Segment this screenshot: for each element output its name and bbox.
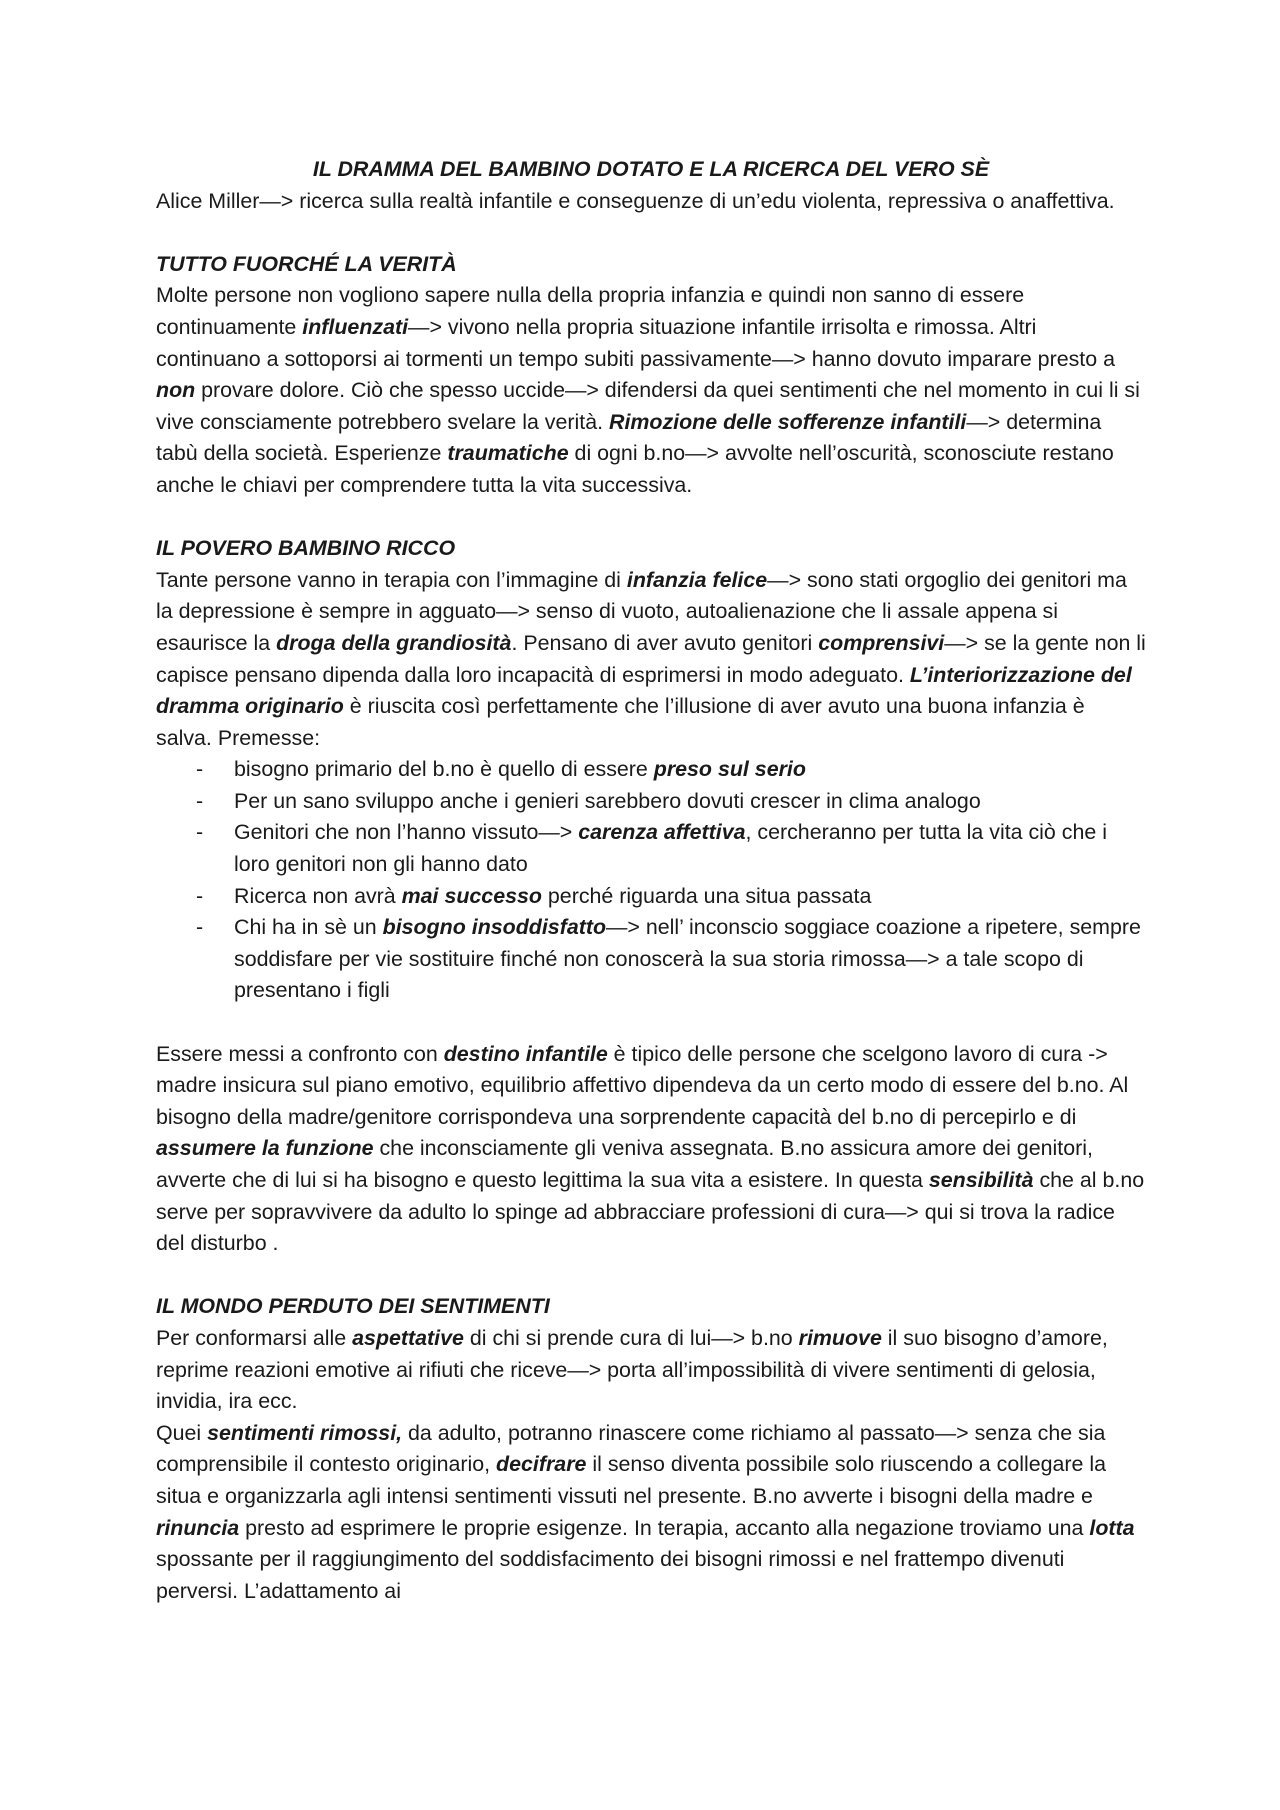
emphasis: bisogno insoddisfatto [382,915,607,940]
list-item: - Per un sano sviluppo anche i genieri sarebbero dovuti crescer in clima analogo [156,786,1146,818]
emphasis: rimuove [798,1325,882,1350]
section-heading-il-povero-bambino-ricco: IL POVERO BAMBINO RICCO [156,536,456,561]
emphasis: non [156,378,196,403]
section-2-paragraph: Tante persone vanno in terapia con l’immagine di infanzia felice—> sono stati orgoglio dei genitori ma la depressione è sempre in agguato—> senso di vuoto, autoalienazione che li assale appena si esaurisce la droga della grandiosità. Pensano di aver avuto genitori comprensivi—> se la gente non li capisce pensano dipenda dalla loro incapacità di esprimersi in modo adeguato. L’interiorizzazione del dramma originario è riuscita così perfettamente che l’illusione di aver avuto una buona infanzia è salva. Premesse: [156,567,1146,750]
emphasis: preso sul serio [653,757,806,782]
emphasis: L’interiorizzazione del dramma originario [156,662,1132,719]
emphasis: comprensivi [818,630,945,655]
list-item: - Ricerca non avrà mai successo perché riguarda una situa passata [156,881,1146,913]
emphasis: aspettative [352,1325,464,1350]
intro-paragraph: Alice Miller—> ricerca sulla realtà infantile e conseguenze di un’edu violenta, repressiva o anaffettiva. [156,188,1115,213]
list-item: - bisogno primario del b.no è quello di essere preso sul serio [156,754,1146,786]
list-item: - Chi ha in sè un bisogno insoddisfatto—> nell’ inconscio soggiace coazione a ripetere, sempre soddisfare per vie sostituire finché non conoscerà la sua storia rimossa—> a tale scopo di presentano i figli [156,912,1146,1007]
section-1-paragraph: Molte persone non vogliono sapere nulla della propria infanzia e quindi non sanno di essere continuamente influenzati—> vivono nella propria situazione infantile irrisolta e rimossa. Altri continuano a sottoporsi ai tormenti un tempo subiti passivamente—> hanno dovuto imparare presto a non provare dolore. Ciò che spesso uccide—> difendersi da quei sentimenti che nel momento in cui li si vive consciamente potrebbero svelare la verità. Rimozione delle sofferenze infantili—> determina tabù della società. Esperienze traumatiche di ogni b.no—> avvolte nell’oscurità, sconosciute restano anche le chiavi per comprendere tutta la vita successiva. [156,283,1140,497]
section-heading-il-mondo-perduto-dei-sentimenti: IL MONDO PERDUTO DEI SENTIMENTI [156,1294,550,1319]
emphasis: Rimozione delle sofferenze infantili [609,409,967,434]
emphasis: decifrare [496,1452,587,1477]
emphasis: influenzati [302,314,409,339]
premesse-list [156,754,1146,1007]
list-item: - Genitori che non l’hanno vissuto—> carenza affettiva, cercheranno per tutta la vita ciò che i loro genitori non gli hanno dato [156,817,1146,880]
emphasis: lotta [1089,1515,1135,1540]
document-body [156,154,1146,1607]
document-title: IL DRAMMA DEL BAMBINO DOTATO E LA RICERCA DEL VERO SÈ [312,157,990,181]
emphasis: infanzia felice [626,567,768,592]
emphasis: carenza affettiva [578,820,746,845]
section-3-paragraph: Per conformarsi alle aspettative di chi si prende cura di lui—> b.no rimuove il suo bisogno d’amore, reprime reazioni emotive ai rifiuti che riceve—> porta all’impossibilità di vivere sentimenti di gelosia, invidia, ira ecc. [156,1325,1108,1414]
emphasis: traumatiche [447,441,569,466]
section-3-paragraph-2: Quei sentimenti rimossi, da adulto, potranno rinascere come richiamo al passato—> senza che sia comprensibile il contesto originario, decifrare il senso diventa possibile solo riuscendo a collegare la situa e organizzarla agli intensi sentimenti vissuti nel presente. B.no avverte i bisogni della madre e rinuncia presto ad esprimere le proprie esigenze. In terapia, accanto alla negazione troviamo una lotta spossante per il raggiungimento del soddisfacimento dei bisogni rimossi e nel frattempo divenuti perversi. L’adattamento ai [156,1420,1135,1603]
section-2-paragraph-2: Essere messi a confronto con destino infantile è tipico delle persone che scelgono lavoro di cura -> madre insicura sul piano emotivo, equilibrio affettivo dipendeva da un certo modo di essere del b.no. Al bisogno della madre/genitore corrispondeva una sorprendente capacità del b.no di percepirlo e di assumere la funzione che inconsciamente gli veniva assegnata. B.no assicura amore dei genitori, avverte che di lui si ha bisogno e questo legittima la sua vita a esistere. In questa sensibilità che al b.no serve per sopravvivere da adulto lo spinge ad abbracciare professioni di cura—> qui si trova la radice del disturbo . [156,1041,1145,1256]
emphasis: assumere la funzione [156,1136,374,1161]
emphasis: rinuncia [156,1515,240,1540]
emphasis: mai successo [401,883,542,908]
section-heading-tutto-fuorche-la-verita: TUTTO FUORCHÉ LA VERITÀ [156,251,457,276]
emphasis: sentimenti rimossi, [207,1420,403,1445]
emphasis: destino infantile [443,1041,608,1066]
emphasis: sensibilità [928,1168,1034,1192]
emphasis: droga della grandiosità [276,630,512,655]
